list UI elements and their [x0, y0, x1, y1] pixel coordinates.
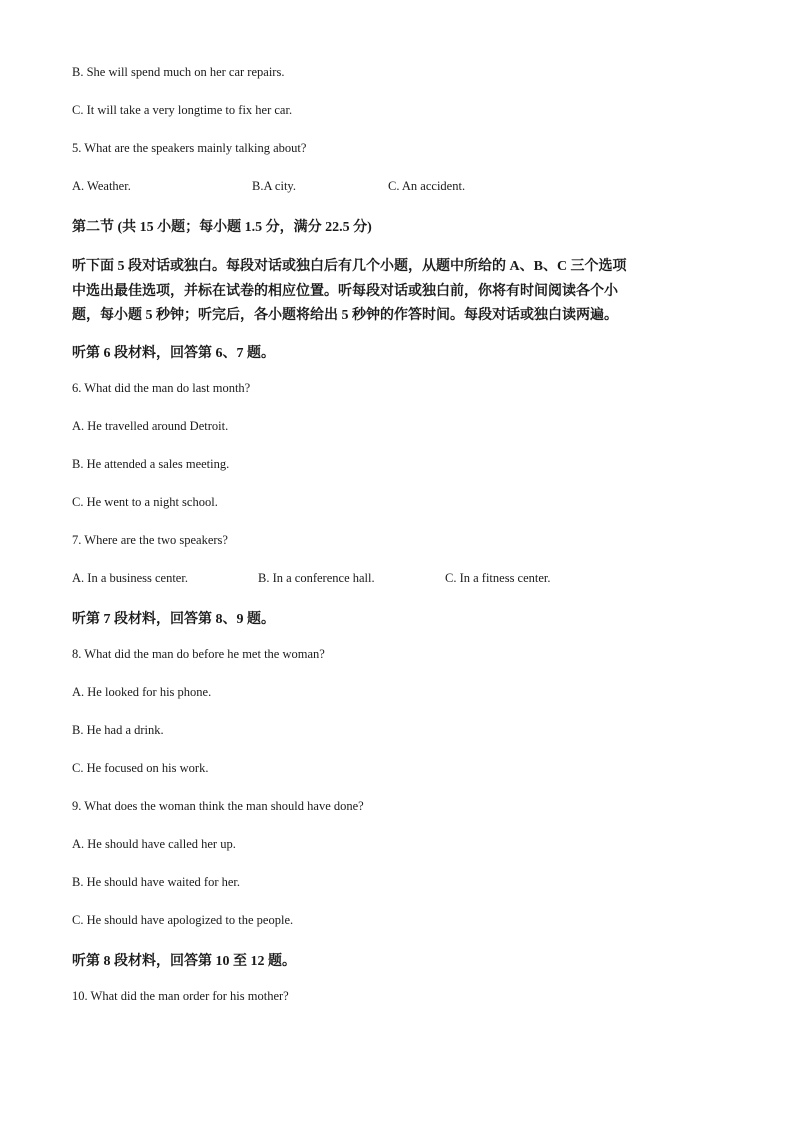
q6-option-a: A. He travelled around Detroit.	[72, 419, 229, 433]
q8-question: 8. What did the man do before he met the woman?	[72, 647, 325, 661]
section2-instructions-line2: 中选出最佳选项，并标在试卷的相应位置。听每段对话或独白前，你将有时间阅读各个小	[72, 284, 618, 299]
q9-option-c: C. He should have apologized to the people.	[72, 913, 294, 927]
q9-question: 9. What does the woman think the man should have done?	[72, 799, 364, 813]
section2-instructions-line1: 听下面 5 段对话或独白。每段对话或独白后有几个小题，从题中所给的 A、B、C 三个选项	[72, 259, 627, 274]
material8-heading: 听第 8 段材料，回答第 10 至 12 题。	[72, 954, 296, 969]
q7-option-a: A. In a business center.	[72, 571, 188, 585]
q5-option-c: C. An accident.	[388, 179, 466, 193]
q6-question: 6. What did the man do last month?	[72, 381, 251, 395]
q8-option-b: B. He had a drink.	[72, 723, 164, 737]
q9-option-b: B. He should have waited for her.	[72, 875, 241, 889]
q8-option-a: A. He looked for his phone.	[72, 685, 212, 699]
q4-option-b: B. She will spend much on her car repairs.	[72, 65, 285, 79]
section2-instructions-line3: 题，每小题 5 秒钟；听完后，各小题将给出 5 秒钟的作答时间。每段对话或独白读两遍。	[72, 308, 618, 323]
q9-option-a: A. He should have called her up.	[72, 837, 236, 851]
material7-heading: 听第 7 段材料，回答第 8、9 题。	[72, 612, 275, 627]
q5-option-a: A. Weather.	[72, 179, 131, 193]
q6-option-c: C. He went to a night school.	[72, 495, 218, 509]
q7-option-b: B. In a conference hall.	[258, 571, 375, 585]
q5-option-b: B.A city.	[252, 179, 296, 193]
q10-question: 10. What did the man order for his mother?	[72, 989, 289, 1003]
section2-heading: 第二节 (共 15 小题；每小题 1.5 分，满分 22.5 分)	[72, 220, 372, 235]
q4-option-c: C. It will take a very longtime to fix her car.	[72, 103, 293, 117]
q5-question: 5. What are the speakers mainly talking about?	[72, 141, 307, 155]
q7-option-c: C. In a fitness center.	[445, 571, 551, 585]
material6-heading: 听第 6 段材料，回答第 6、7 题。	[72, 346, 275, 361]
q7-question: 7. Where are the two speakers?	[72, 533, 228, 547]
q8-option-c: C. He focused on his work.	[72, 761, 209, 775]
q6-option-b: B. He attended a sales meeting.	[72, 457, 230, 471]
